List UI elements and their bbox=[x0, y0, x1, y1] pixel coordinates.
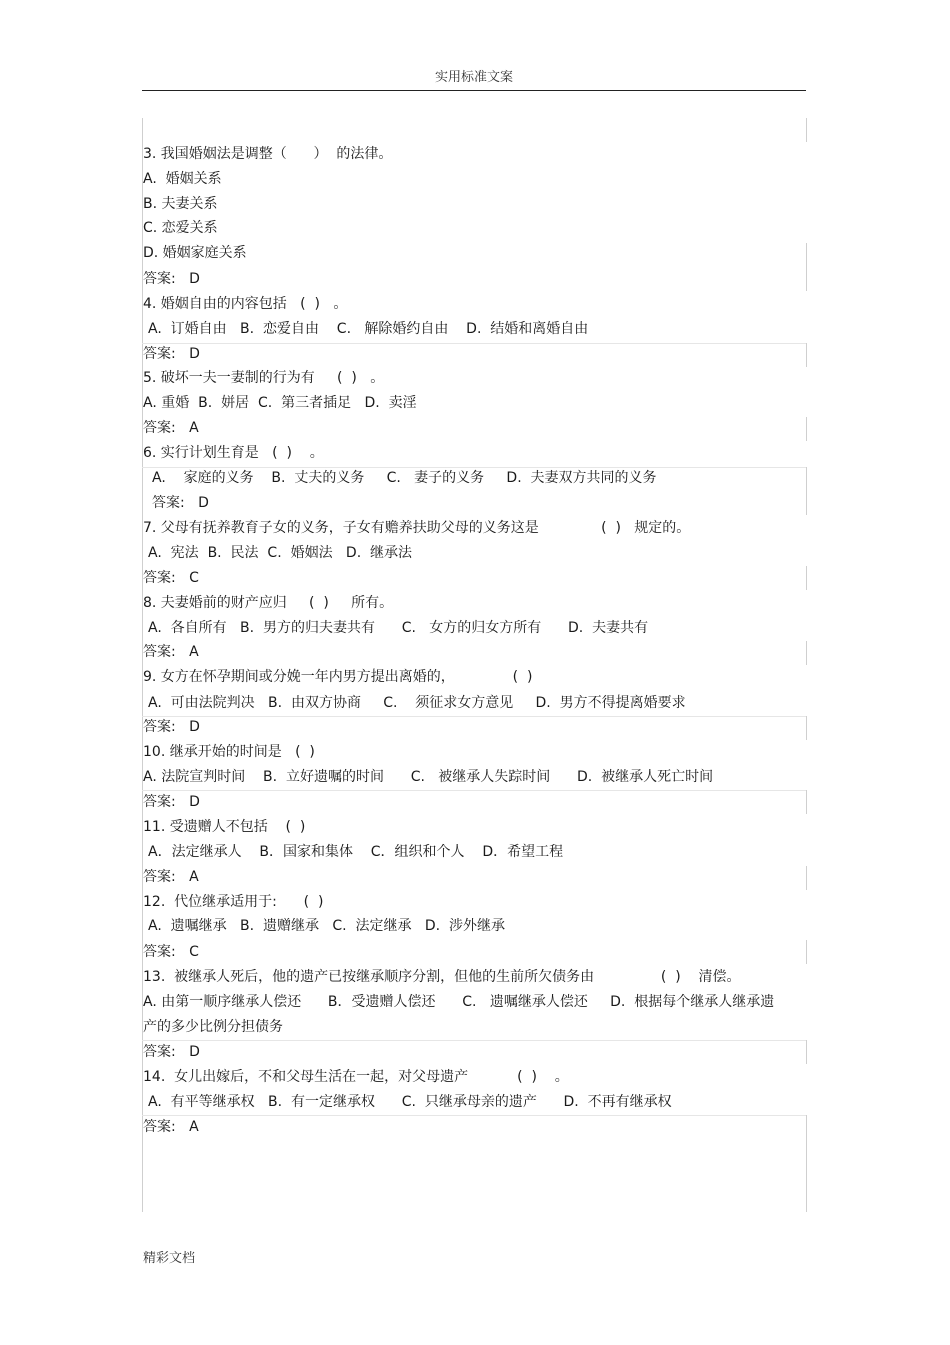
question-line: 13. 被继承人死后，他的遗产已按继承顺序分割，但他的生前所欠债务由 ( ) 清偿。 bbox=[143, 969, 741, 985]
page-footer: 精彩文档 bbox=[143, 1251, 196, 1266]
option-line: A．法定继承人 B．国家和集体 C．组织和个人 D．希望工程 bbox=[148, 844, 564, 860]
row-rule bbox=[142, 467, 806, 468]
right-border bbox=[806, 343, 807, 367]
option-line: A. 家庭的义务 B. 丈夫的义务 C. 妻子的义务 D. 夫妻双方共同的义务 bbox=[152, 470, 657, 486]
option-line: 产的多少比例分担债务 bbox=[143, 1019, 283, 1035]
row-rule bbox=[142, 1040, 806, 1041]
answer-line: 答案: D bbox=[143, 271, 200, 287]
answer-line: 答案: A bbox=[143, 644, 199, 660]
option-line: B. 夫妻关系 bbox=[143, 196, 218, 212]
right-border bbox=[806, 1115, 807, 1212]
header-rule bbox=[142, 90, 806, 91]
question-line: 4. 婚姻自由的内容包括 ( ) 。 bbox=[143, 296, 348, 312]
option-line: D. 婚姻家庭关系 bbox=[143, 245, 247, 261]
option-line: A. 订婚自由 B. 恋爱自由 C. 解除婚约自由 D. 结婚和离婚自由 bbox=[148, 321, 589, 337]
answer-line: 答案: C bbox=[143, 944, 199, 960]
question-line: 12. 代位继承适用于: ( ) bbox=[143, 894, 324, 910]
right-border bbox=[806, 118, 807, 142]
right-border bbox=[806, 566, 807, 590]
row-rule bbox=[142, 790, 806, 791]
option-line: A. 宪法 B. 民法 C. 婚姻法 D. 继承法 bbox=[148, 545, 413, 561]
answer-line: 答案: D bbox=[143, 1044, 200, 1060]
option-line: A. 婚姻关系 bbox=[143, 171, 222, 187]
row-rule bbox=[142, 1115, 806, 1116]
right-border bbox=[806, 243, 807, 291]
row-rule bbox=[142, 343, 806, 344]
option-line: A. 各自所有 B. 男方的归夫妻共有 C. 女方的归女方所有 D. 夫妻共有 bbox=[148, 620, 649, 636]
answer-line: 答案: A bbox=[143, 1119, 199, 1135]
answer-line: 答案: D bbox=[143, 794, 200, 810]
question-line: 3. 我国婚姻法是调整（ ） 的法律。 bbox=[143, 146, 393, 162]
option-line: A. 由第一顺序继承人偿还 B．受遗赠人偿还 C. 遗嘱继承人偿还 D. 根据每个继承人继承遗 bbox=[143, 994, 775, 1010]
answer-line: 答案: D bbox=[143, 719, 200, 735]
right-border bbox=[806, 467, 807, 515]
page-header: 实用标准文案 bbox=[434, 70, 513, 85]
option-line: A. 有平等继承权 B. 有一定继承权 C. 只继承母亲的遗产 D. 不再有继承权 bbox=[148, 1094, 672, 1110]
option-line: A. 可由法院判决 B. 由双方协商 C. 须征求女方意见 D. 男方不得提离婚要求 bbox=[148, 695, 686, 711]
question-line: 9. 女方在怀孕期间或分娩一年内男方提出离婚的， ( ) bbox=[143, 669, 533, 685]
right-border bbox=[806, 641, 807, 665]
answer-line: 答案: A bbox=[143, 420, 199, 436]
right-border bbox=[806, 417, 807, 441]
question-line: 7. 父母有抚养教育子女的义务，子女有赡养扶助父母的义务这是 ( ) 规定的。 bbox=[143, 520, 691, 536]
right-border bbox=[806, 1040, 807, 1064]
right-border bbox=[806, 716, 807, 740]
question-line: 11. 受遗赠人不包括 ( ) bbox=[143, 819, 306, 835]
option-line: C. 恋爱关系 bbox=[143, 220, 218, 236]
option-line: A. 法院宣判时间 B. 立好遗嘱的时间 C. 被继承人失踪时间 D. 被继承人死亡时间 bbox=[143, 769, 714, 785]
question-line: 14. 女儿出嫁后，不和父母生活在一起，对父母遗产 ( ) 。 bbox=[143, 1069, 569, 1085]
right-border bbox=[806, 790, 807, 814]
option-line: A. 重婚 B. 姘居 C. 第三者插足 D. 卖淫 bbox=[143, 395, 417, 411]
answer-line: 答案: C bbox=[143, 570, 199, 586]
option-line: A. 遗嘱继承 B. 遗赠继承 C. 法定继承 D. 涉外继承 bbox=[148, 918, 505, 934]
right-border bbox=[806, 940, 807, 964]
question-line: 8. 夫妻婚前的财产应归 ( ) 所有。 bbox=[143, 595, 394, 611]
answer-line: 答案: D bbox=[143, 346, 200, 362]
right-border bbox=[806, 866, 807, 890]
answer-line: 答案: D bbox=[152, 495, 209, 511]
question-line: 10. 继承开始的时间是 ( ) bbox=[143, 744, 315, 760]
row-rule bbox=[142, 716, 806, 717]
answer-line: 答案: A bbox=[143, 869, 199, 885]
question-line: 6. 实行计划生育是 ( ) 。 bbox=[143, 445, 324, 461]
question-line: 5. 破坏一夫一妻制的行为有 ( ) 。 bbox=[143, 370, 385, 386]
